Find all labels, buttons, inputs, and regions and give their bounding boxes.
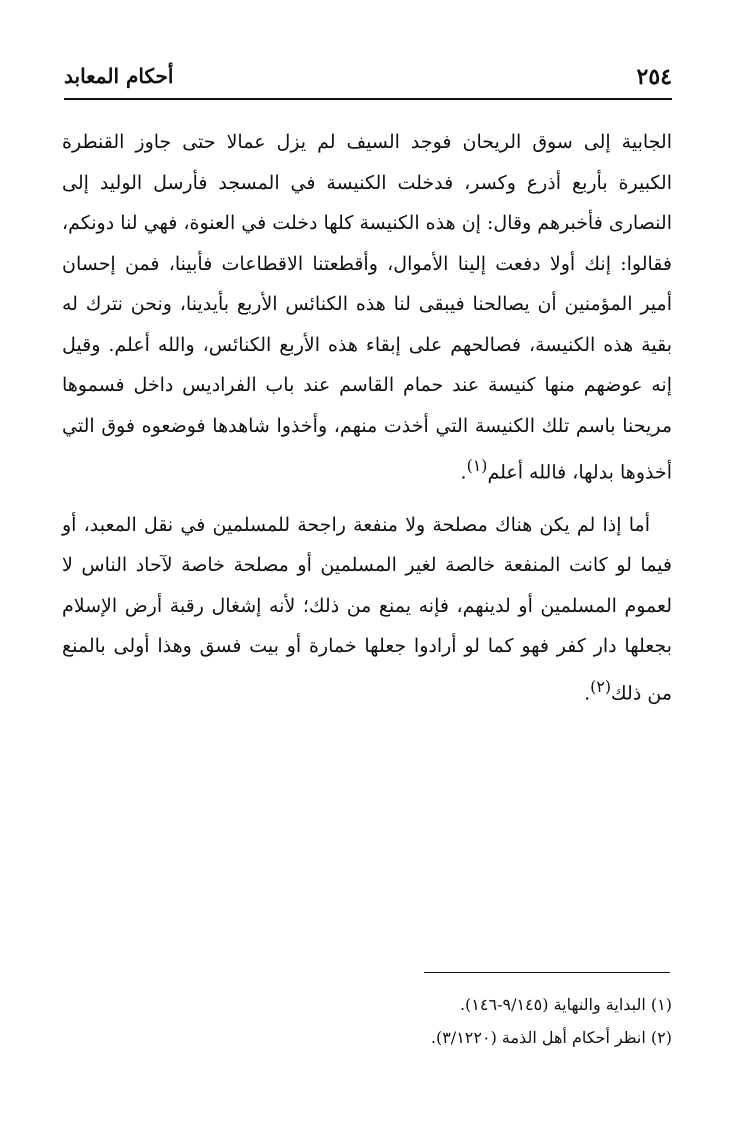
footnote-reference: (١) [466, 456, 488, 475]
page-header [64, 58, 672, 100]
paragraph-text: أما إذا لم يكن هناك مصلحة ولا منفعة راجحة للمسلمين في نقل المعبد، أو فيما لو كانت المنفعة خالصة لغير المسلمين أو مصلحة خاصة لآحاد الناس لا لعموم المسلمين أو لدينهم، فإنه يمنع من ذلك؛ لأنه إشغال رقبة أرض الإسلام بجعلها دار كفر فهو كما لو أرادوا جعلها خمارة أو بيت فسق وهذا أولى بالمنع من ذلك [62, 513, 672, 705]
footnote: (١) البداية والنهاية (٩/١٤٥-١٤٦). [459, 995, 672, 1014]
paragraph [62, 505, 672, 714]
page-number: ٢٥٤ [636, 64, 672, 90]
running-head-title: أحكام المعابد [64, 64, 174, 88]
paragraph-end-mark: . [460, 461, 467, 484]
paragraph-text: الجابية إلى سوق الريحان فوجد السيف لم يزل عمالا حتى جاوز القنطرة الكبيرة بأربع أذرع وكسر، فدخلت الكنيسة في المسجد فأرسل الوليد إلى النصارى فأخبرهم وقال: إن هذه الكنيسة كلها دخلت في العنوة، فهي لنا دونكم، فقالوا: إنك أولا دفعت إلينا الأموال، وأقطعتنا الاقطاعات فأبينا، فمن إحسان أمير المؤمنين أن يصالحنا فيبقى لنا هذه الكنائس الأربع بأيدينا، ونحن نترك له بقية هذه الكنيسة، فصالحهم على إبقاء هذه الأربع الكنائس، والله أعلم. وقيل إنه عوضهم منها كنيسة عند حمام القاسم عند باب الفراديس داخل فسموها مريحنا باسم تلك الكنيسة التي أخذت منهم، وأخذوا شاهدها فوضعوه فوق التي أخذوها بدلها، فالله أعلم [62, 131, 672, 484]
main-text [62, 122, 672, 714]
footnote-separator [424, 972, 670, 973]
footnote: (٢) انظر أحكام أهل الذمة (٣/١٢٢٠). [430, 1028, 672, 1047]
footnote-reference: (٢) [590, 676, 612, 696]
paragraph-end-mark: . [584, 682, 591, 705]
footnotes [62, 988, 672, 1054]
paragraph [62, 122, 672, 493]
